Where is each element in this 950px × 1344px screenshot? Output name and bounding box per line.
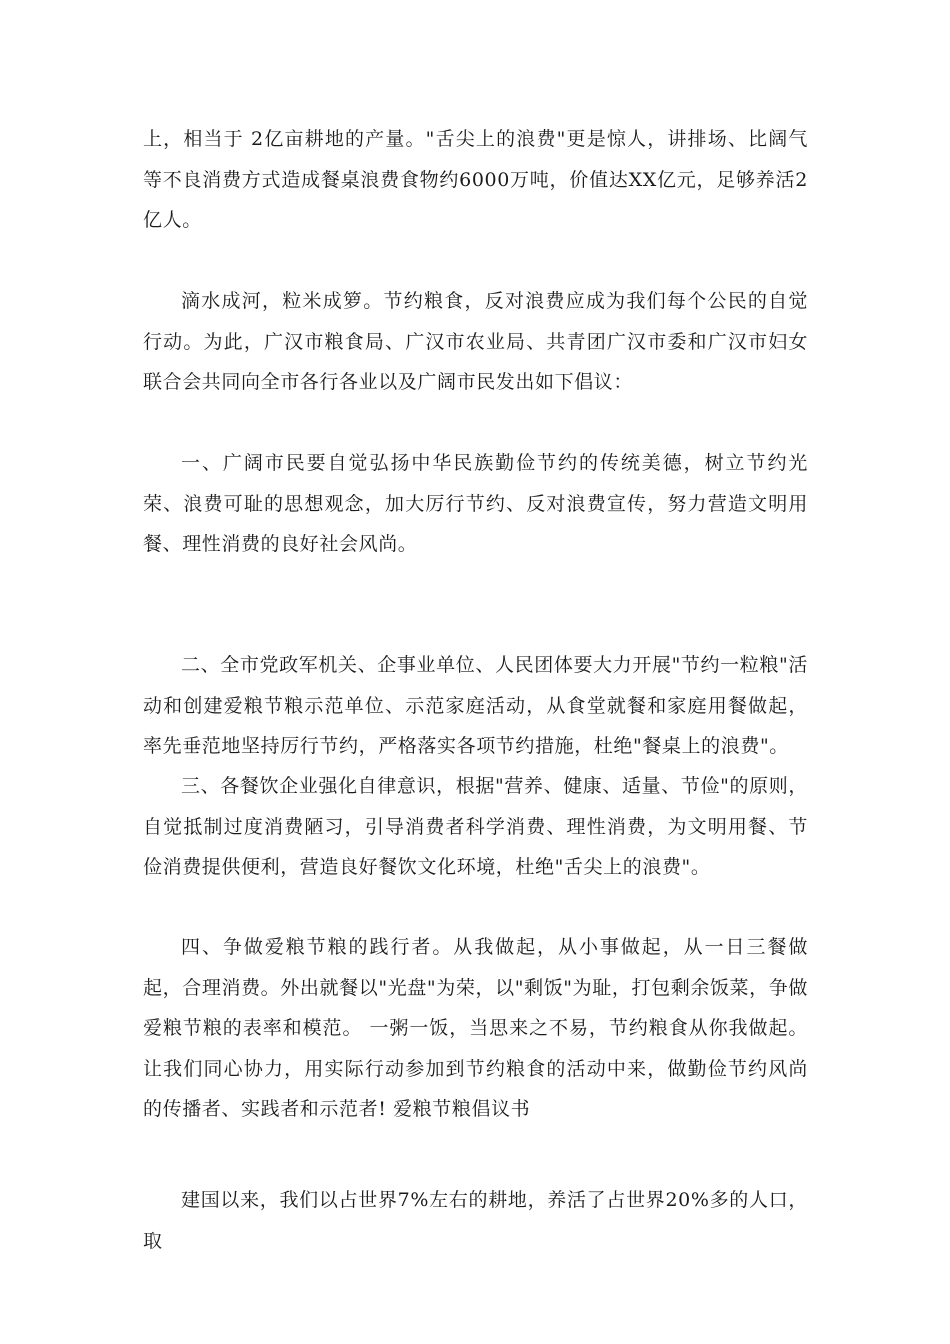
paragraph-next-section: 建国以来，我们以占世界7%左右的耕地，养活了占世界20%多的人口，取 — [143, 1189, 808, 1252]
paragraph-proposal-one: 一、广阔市民要自觉弘扬中华民族勤俭节约的传统美德，树立节约光荣、浪费可耻的思想观念，加大厉行节约、反对浪费宣传，努力营造文明用餐、理性消费的良好社会风尚。 — [143, 452, 808, 555]
paragraph-proposal-four: 四、争做爱粮节粮的践行者。从我做起，从小事做起，从一日三餐做起，合理消费。外出就餐以"光盘"为荣，以"剩饭"为耻，打包剩余饭菜，争做爱粮节粮的表率和模范。 一粥一饭，当思来之不易，节约粮食从你我做起。让我们同心协力，用实际行动参加到节约粮食的活动中来，做勤俭节约风尚的传播者、实践者和示范者! 爱粮节粮倡议书 — [143, 936, 808, 1120]
paragraph-continuation: 上，相当于 2亿亩耕地的产量。"舌尖上的浪费"更是惊人，讲排场、比阔气等不良消费方式造成餐桌浪费食物约6000万吨，价值达XX亿元，足够养活2亿人。 — [143, 128, 808, 231]
paragraph-proposal-two: 二、全市党政军机关、企事业单位、人民团体要大力开展"节约一粒粮"活动和创建爱粮节粮示范单位、示范家庭活动，从食堂就餐和家庭用餐做起，率先垂范地坚持厉行节约，严格落实各项节约措施，杜绝"餐桌上的浪费"。 — [143, 654, 808, 757]
paragraph-call-to-action: 滴水成河，粒米成箩。节约粮食，反对浪费应成为我们每个公民的自觉行动。为此，广汉市粮食局、广汉市农业局、共青团广汉市委和广汉市妇女联合会共同向全市各行各业以及广阔市民发出如下倡议： — [143, 290, 808, 393]
paragraph-proposal-three: 三、各餐饮企业强化自律意识，根据"营养、健康、适量、节俭"的原则，自觉抵制过度消费陋习，引导消费者科学消费、理性消费，为文明用餐、节俭消费提供便利，营造良好餐饮文化环境，杜绝"舌尖上的浪费"。 — [143, 775, 808, 878]
